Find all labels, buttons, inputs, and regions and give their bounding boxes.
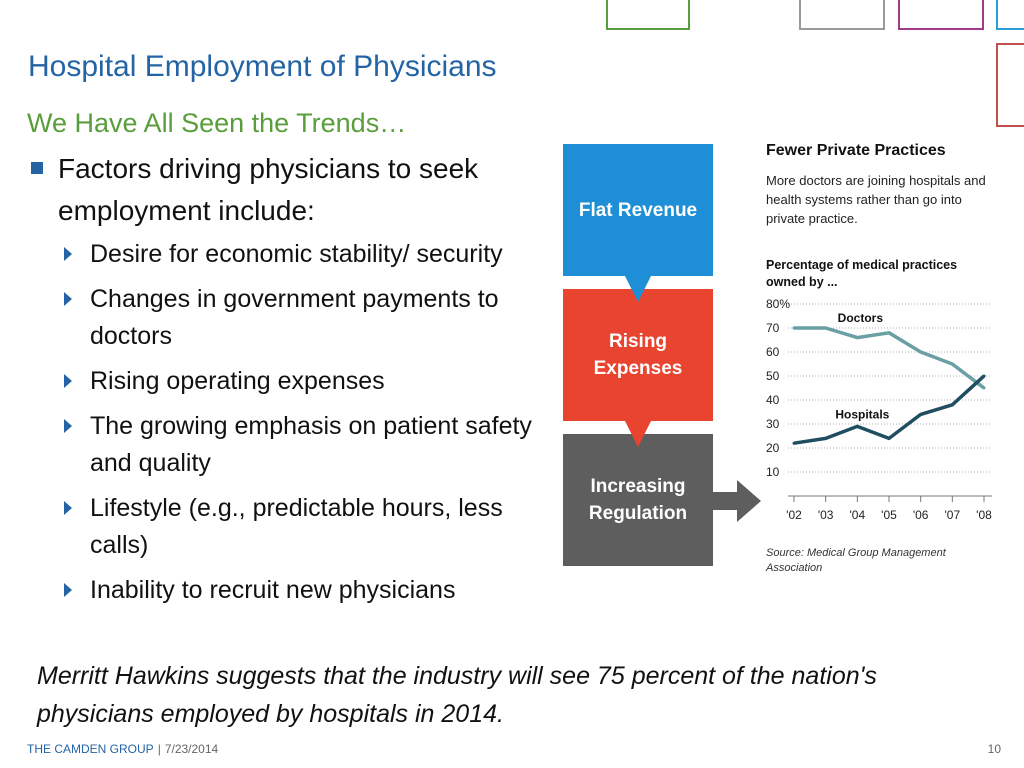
chart-y-tick-label: 60 [766,345,780,359]
quote-text: Merritt Hawkins suggests that the industry will see 75 percent of the nation's physicians employed by hospitals in 2014. [37,662,877,728]
chart-point-hospitals [983,375,986,378]
bullet-list [30,148,560,617]
chart-y-tick-label: 10 [766,465,780,479]
footer-org: THE CAMDEN GROUP [27,742,154,756]
flow-box-flat-revenue: Flat Revenue [563,144,713,276]
sub-bullet: Changes in government payments to doctors [58,281,560,355]
page-subtitle: We Have All Seen the Trends… [27,108,407,138]
chart-point-doctors [983,387,986,390]
sub-bullet: Inability to recruit new physicians [58,572,560,609]
chart-point-doctors [824,327,827,330]
sub-bullet: The growing emphasis on patient safety and quality [58,408,560,482]
chart-x-tick-label: '02 [786,508,802,522]
chart-point-doctors [888,331,891,334]
flow-box-increasing-regulation: Increasing Regulation [563,434,713,566]
flow-down-arrow-blue-icon [625,276,651,302]
flow-box-rising-expenses: Rising Expenses [563,289,713,421]
page-title: Hospital Employment of Physicians [28,50,497,83]
chart-subtitle: Percentage of medical practices owned by ... [766,258,958,289]
chart-point-hospitals [793,442,796,445]
chart-y-tick-label: 80% [766,297,791,311]
chart-series-line-doctors [794,328,984,388]
sub-bullet: Lifestyle (e.g., predictable hours, less calls) [58,490,560,564]
chart-x-tick-label: '03 [817,508,834,522]
flow-down-arrow-red-icon [625,421,651,447]
chart-x-tick-label: '08 [976,508,992,522]
chart-description: More doctors are joining hospitals and health systems rather than go into private practice. [766,173,986,226]
chart-point-hospitals [951,403,954,406]
chart-point-doctors [919,351,922,354]
chart-point-hospitals [888,437,891,440]
chart-x-tick-label: '07 [944,508,961,522]
bullet-main [30,148,560,609]
chart-point-hospitals [856,425,859,428]
chart-y-tick-label: 70 [766,321,780,335]
chart-x-tick-label: '05 [881,508,897,522]
chart-y-tick-label: 50 [766,369,780,383]
line-chart [758,142,994,578]
chart-y-tick-label: 40 [766,393,780,407]
deco-square-purple [898,0,984,30]
chart-series-label-doctors: Doctors [837,311,884,325]
chart-x-tick-label: '06 [912,508,929,522]
flow-right-arrow-icon [713,480,763,522]
deco-square-red [996,43,1024,127]
chart-point-doctors [951,363,954,366]
sub-bullet: Desire for economic stability/ security [58,236,560,273]
deco-square-blue [996,0,1024,30]
chart-point-hospitals [919,413,922,416]
chart-point-doctors [856,336,859,339]
chart-y-tick-label: 30 [766,417,780,431]
footer-separator: | [157,742,161,756]
sub-bullet-list [58,236,560,609]
footer [27,742,218,756]
sub-bullet: Rising operating expenses [58,363,560,400]
chart-plot [758,292,994,542]
footer-date: 7/23/2014 [164,742,219,756]
chart-point-doctors [793,327,796,330]
chart-source: Source: Medical Group Management Association [766,547,946,574]
deco-square-gray [799,0,885,30]
page-number: 10 [987,742,1001,756]
bullet-main-text: Factors driving physicians to seek employment include: [58,153,479,226]
chart-x-tick-label: '04 [849,508,866,522]
chart-title: Fewer Private Practices [766,142,946,159]
chart-y-tick-label: 20 [766,441,780,455]
chart-series-label-hospitals: Hospitals [835,407,890,422]
deco-square-green [606,0,690,30]
chart-point-hospitals [824,437,827,440]
